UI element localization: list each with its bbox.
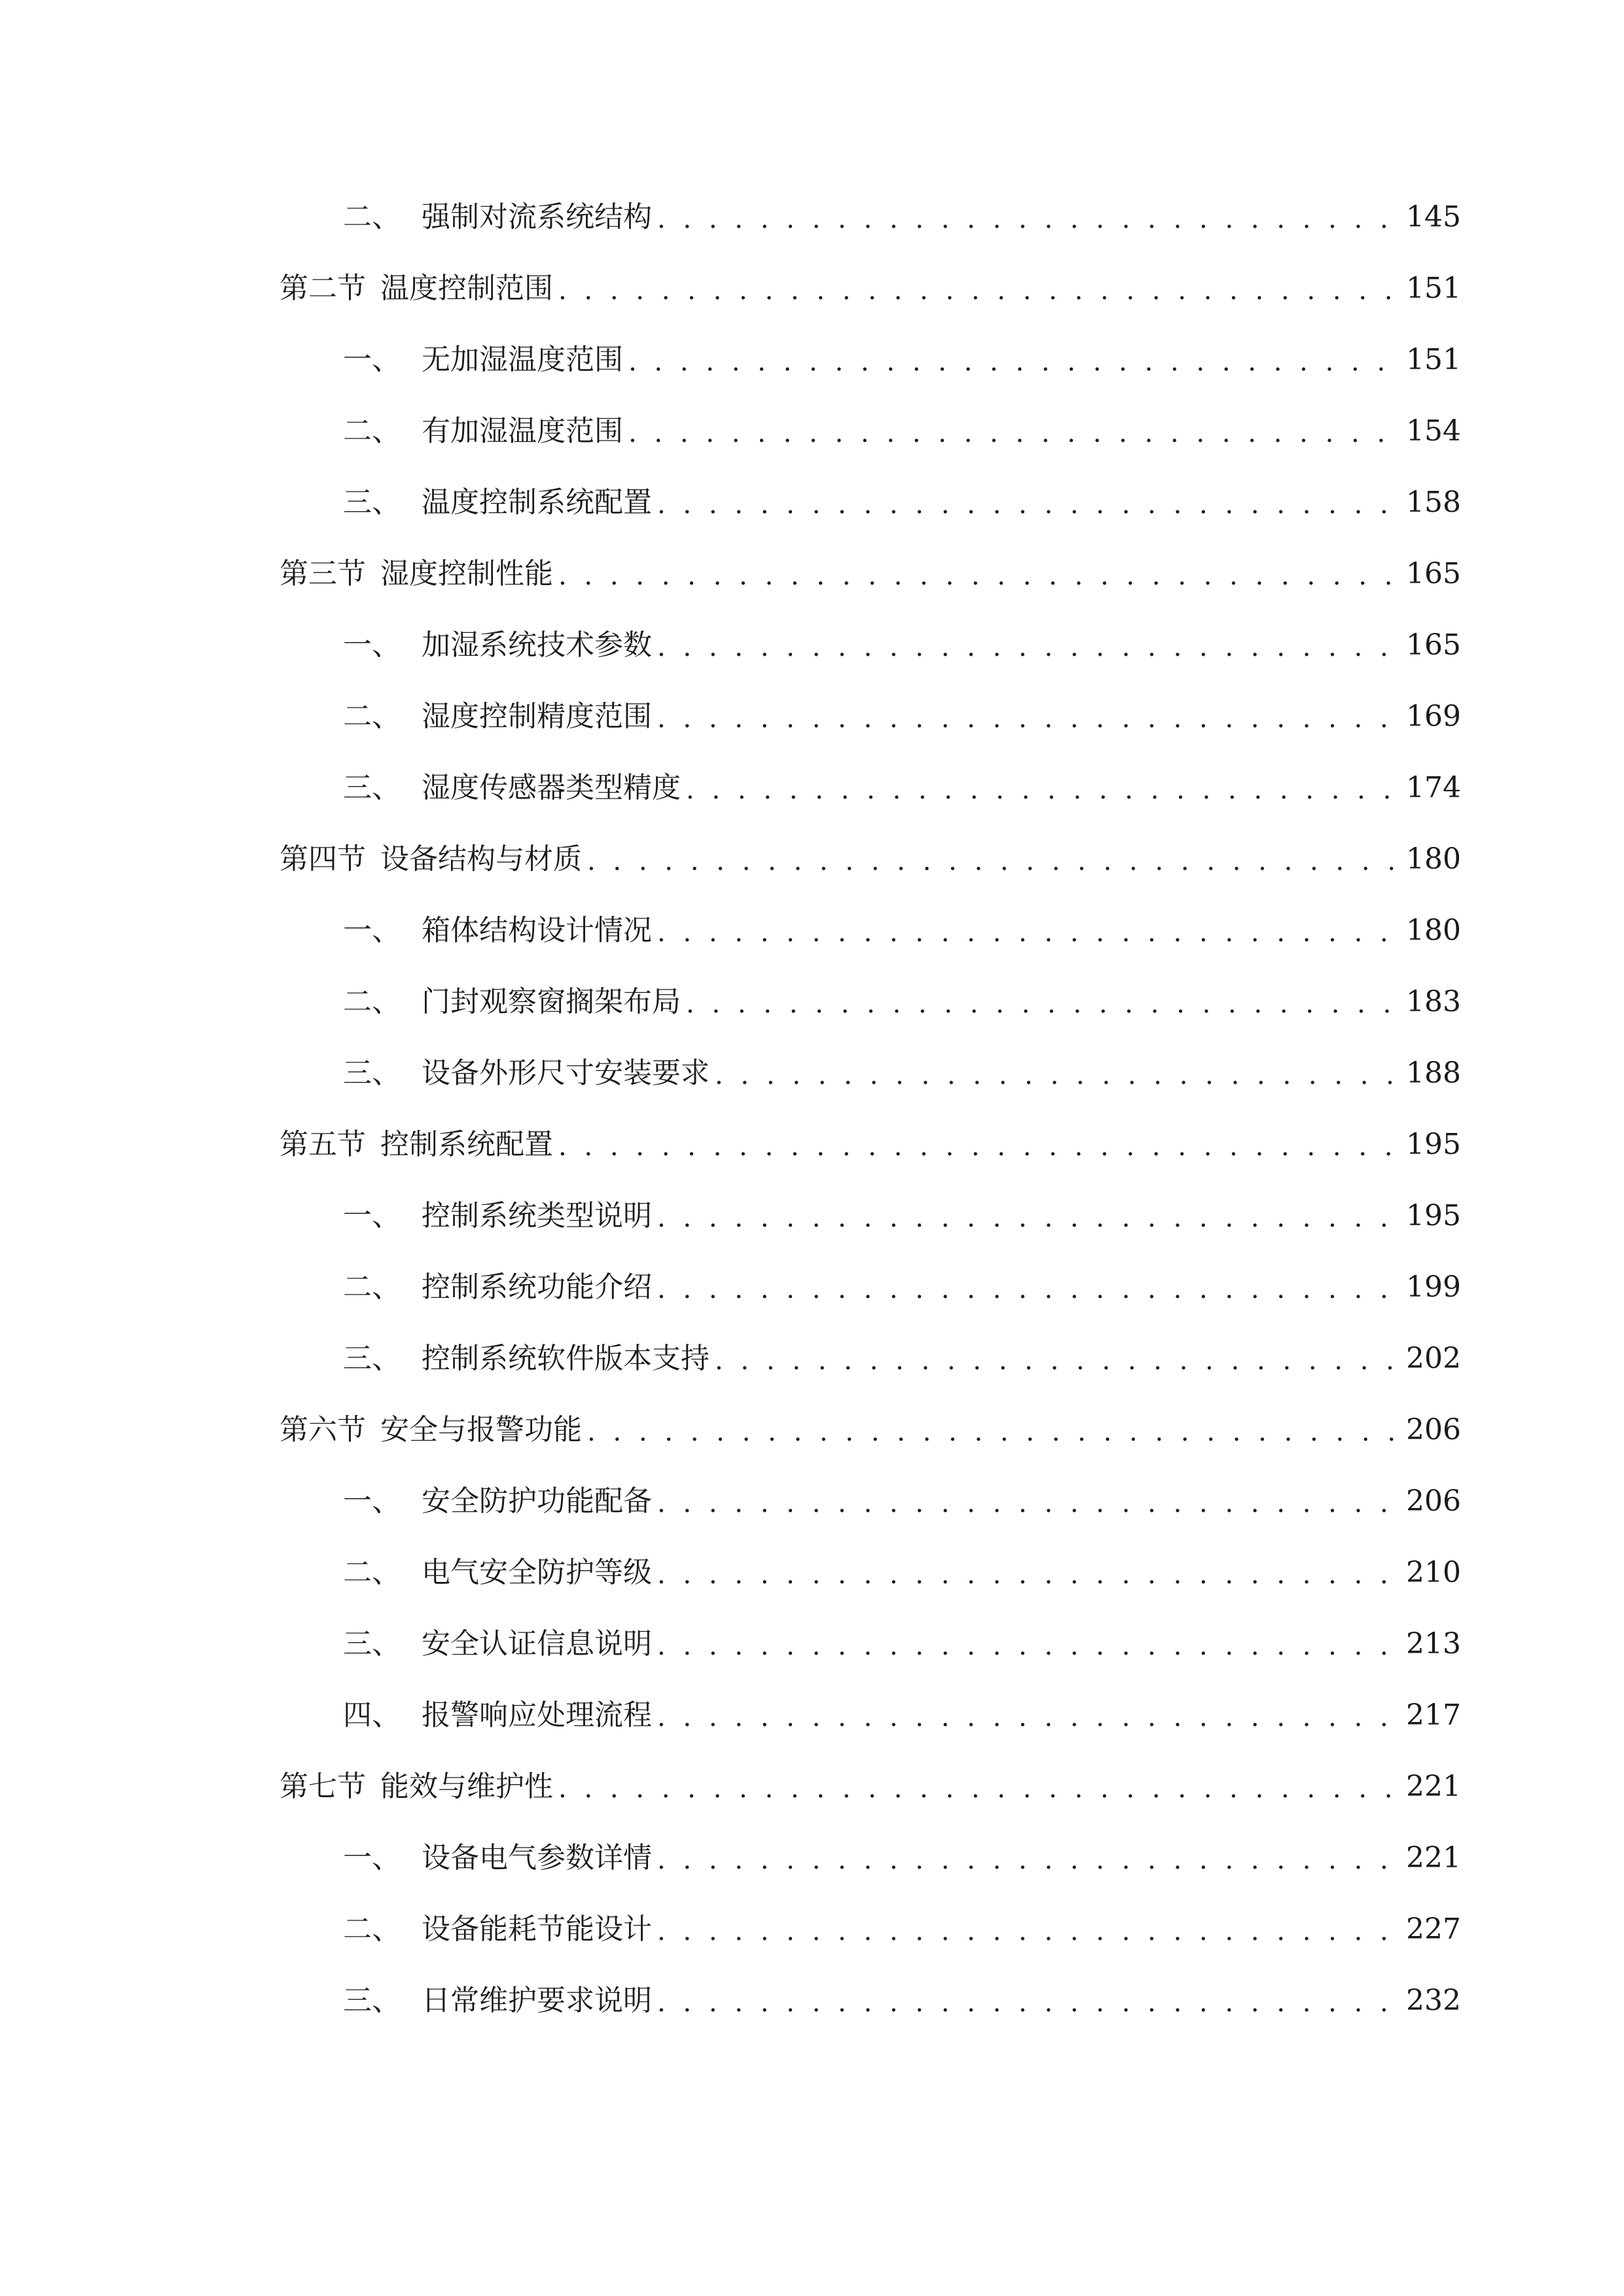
dot-leader xyxy=(657,1547,1396,1599)
toc-entry-title: 电气安全防护等级 xyxy=(422,1556,652,1589)
toc-entry-title: 设备能耗节能设计 xyxy=(422,1912,652,1946)
dot-leader xyxy=(657,1618,1396,1670)
dot-leader xyxy=(587,1404,1396,1456)
dot-leader xyxy=(657,476,1396,529)
toc-entry-title: 安全防护功能配备 xyxy=(422,1484,652,1518)
toc-entry-number: 二、 xyxy=(343,985,401,1018)
toc-entry-number: 二、 xyxy=(343,1270,401,1304)
toc-entry-number: 三、 xyxy=(343,1056,401,1090)
toc-section-entry[interactable] xyxy=(280,262,1461,315)
toc-entry[interactable] xyxy=(343,905,1461,957)
toc-entry[interactable] xyxy=(343,1618,1461,1670)
toc-entry[interactable] xyxy=(343,1190,1461,1242)
dot-leader xyxy=(558,1761,1396,1813)
toc-entry-page: 165 xyxy=(1406,628,1461,662)
dot-leader xyxy=(657,619,1396,672)
toc-entry[interactable] xyxy=(343,762,1461,814)
dot-leader xyxy=(628,334,1396,386)
toc-entry-title: 温度控制系统配置 xyxy=(422,486,652,519)
toc-entry-page: 217 xyxy=(1406,1698,1461,1732)
toc-entry-page: 221 xyxy=(1406,1770,1461,1803)
toc-entry-page: 188 xyxy=(1406,1056,1461,1090)
toc-entry-title: 控制系统功能介绍 xyxy=(422,1270,652,1304)
dot-leader xyxy=(686,976,1396,1028)
toc-entry-number: 三、 xyxy=(343,1984,401,2017)
toc-entry-page: 151 xyxy=(1406,272,1461,305)
toc-entry-number: 三、 xyxy=(343,486,401,519)
toc-entry-number: 一、 xyxy=(343,1484,401,1518)
toc-entry-page: 210 xyxy=(1406,1556,1461,1589)
toc-entry-title: 报警响应处理流程 xyxy=(422,1698,652,1732)
dot-leader xyxy=(657,1689,1396,1742)
dot-leader xyxy=(558,548,1396,600)
toc-section-title: 控制系统配置 xyxy=(380,1128,553,1161)
toc-entry-page: 180 xyxy=(1406,842,1461,876)
toc-section-title: 设备结构与材质 xyxy=(380,842,582,876)
toc-section-title: 能效与维护性 xyxy=(380,1770,553,1803)
toc-section-title: 湿度控制性能 xyxy=(380,557,553,590)
toc-entry-number: 四、 xyxy=(343,1698,401,1732)
dot-leader xyxy=(657,1190,1396,1242)
toc-entry[interactable] xyxy=(343,619,1461,672)
dot-leader xyxy=(657,905,1396,957)
toc-entry-title: 无加湿温度范围 xyxy=(422,343,623,376)
toc-entry-page: 183 xyxy=(1406,985,1461,1018)
toc-entry-title: 控制系统软件版本支持 xyxy=(422,1342,710,1375)
toc-entry-number: 三、 xyxy=(343,1342,401,1375)
toc-entry-page: 154 xyxy=(1406,414,1461,448)
toc-section-number: 第五节 xyxy=(280,1128,366,1161)
toc-entry[interactable] xyxy=(343,691,1461,743)
toc-entry-number: 三、 xyxy=(343,1627,401,1660)
toc-section-number: 第七节 xyxy=(280,1770,366,1803)
toc-section-entry[interactable] xyxy=(280,1761,1461,1813)
toc-section-entry[interactable] xyxy=(280,1119,1461,1171)
toc-section-number: 第三节 xyxy=(280,557,366,590)
toc-entry-page: 195 xyxy=(1406,1199,1461,1232)
dot-leader xyxy=(657,1475,1396,1528)
dot-leader xyxy=(558,262,1396,315)
toc-section-entry[interactable] xyxy=(280,548,1461,600)
toc-entry-title: 湿度控制精度范围 xyxy=(422,700,652,733)
toc-entry-title: 设备电气参数详情 xyxy=(422,1841,652,1874)
dot-leader xyxy=(657,1832,1396,1884)
dot-leader xyxy=(558,1119,1396,1171)
toc-entry-page: 180 xyxy=(1406,914,1461,947)
toc-entry-title: 强制对流系统结构 xyxy=(422,200,652,234)
toc-entry-page: 195 xyxy=(1406,1128,1461,1161)
toc-entry-page: 232 xyxy=(1406,1984,1461,2017)
toc-entry-page: 169 xyxy=(1406,700,1461,733)
toc-entry-number: 二、 xyxy=(343,414,401,448)
toc-entry-title: 加湿系统技术参数 xyxy=(422,628,652,662)
toc-entry[interactable] xyxy=(343,1475,1461,1528)
toc-entry[interactable] xyxy=(343,191,1461,243)
toc-entry-page: 158 xyxy=(1406,486,1461,519)
toc-section-number: 第六节 xyxy=(280,1413,366,1446)
toc-entry-number: 三、 xyxy=(343,771,401,804)
toc-entry-page: 145 xyxy=(1406,200,1461,234)
dot-leader xyxy=(686,762,1396,814)
dot-leader xyxy=(628,405,1396,457)
toc-entry-title: 日常维护要求说明 xyxy=(422,1984,652,2017)
toc-entry-title: 门封观察窗搁架布局 xyxy=(422,985,681,1018)
toc-entry-number: 一、 xyxy=(343,914,401,947)
toc-section-entry[interactable] xyxy=(280,1404,1461,1456)
toc-entry[interactable] xyxy=(343,1261,1461,1314)
toc-entry-title: 有加湿温度范围 xyxy=(422,414,623,448)
toc-entry-page: 221 xyxy=(1406,1841,1461,1874)
toc-entry[interactable] xyxy=(343,1832,1461,1884)
toc-entry-page: 213 xyxy=(1406,1627,1461,1660)
toc-entry-page: 174 xyxy=(1406,771,1461,804)
toc-entry[interactable] xyxy=(343,476,1461,529)
toc-entry[interactable] xyxy=(343,334,1461,386)
toc-entry-number: 二、 xyxy=(343,700,401,733)
toc-entry-page: 227 xyxy=(1406,1912,1461,1946)
toc-entry[interactable] xyxy=(343,1975,1461,2027)
toc-entry[interactable] xyxy=(343,976,1461,1028)
toc-entry-title: 设备外形尺寸安装要求 xyxy=(422,1056,710,1090)
toc-entry-page: 199 xyxy=(1406,1270,1461,1304)
toc-entry[interactable] xyxy=(343,1547,1461,1599)
toc-section-entry[interactable] xyxy=(280,833,1461,886)
toc-entry-page: 151 xyxy=(1406,343,1461,376)
toc-entry[interactable] xyxy=(343,1047,1461,1100)
toc-entry-page: 206 xyxy=(1406,1484,1461,1518)
dot-leader xyxy=(587,833,1396,886)
dot-leader xyxy=(657,1261,1396,1314)
toc-entry-number: 一、 xyxy=(343,1841,401,1874)
toc-entry-number: 一、 xyxy=(343,343,401,376)
dot-leader xyxy=(715,1333,1396,1385)
toc-entry-number: 二、 xyxy=(343,200,401,234)
dot-leader xyxy=(657,1975,1396,2027)
toc-entry[interactable] xyxy=(343,1903,1461,1956)
toc-entry-page: 202 xyxy=(1406,1342,1461,1375)
toc-section-number: 第二节 xyxy=(280,272,366,305)
toc-entry-number: 一、 xyxy=(343,628,401,662)
toc-section-title: 温度控制范围 xyxy=(380,272,553,305)
toc-entry-title: 箱体结构设计情况 xyxy=(422,914,652,947)
toc-entry-page: 206 xyxy=(1406,1413,1461,1446)
toc-section-number: 第四节 xyxy=(280,842,366,876)
toc-entry-number: 一、 xyxy=(343,1199,401,1232)
toc-section-title: 安全与报警功能 xyxy=(380,1413,582,1446)
toc-entry-title: 安全认证信息说明 xyxy=(422,1627,652,1660)
dot-leader xyxy=(657,1903,1396,1956)
toc-entry[interactable] xyxy=(343,1689,1461,1742)
dot-leader xyxy=(657,691,1396,743)
dot-leader xyxy=(657,191,1396,243)
toc-entry-number: 二、 xyxy=(343,1556,401,1589)
toc-entry[interactable] xyxy=(343,405,1461,457)
toc-entry-page: 165 xyxy=(1406,557,1461,590)
toc-entry[interactable] xyxy=(343,1333,1461,1385)
toc-entry-title: 控制系统类型说明 xyxy=(422,1199,652,1232)
toc-entry-number: 二、 xyxy=(343,1912,401,1946)
toc-entry-title: 湿度传感器类型精度 xyxy=(422,771,681,804)
dot-leader xyxy=(715,1047,1396,1100)
